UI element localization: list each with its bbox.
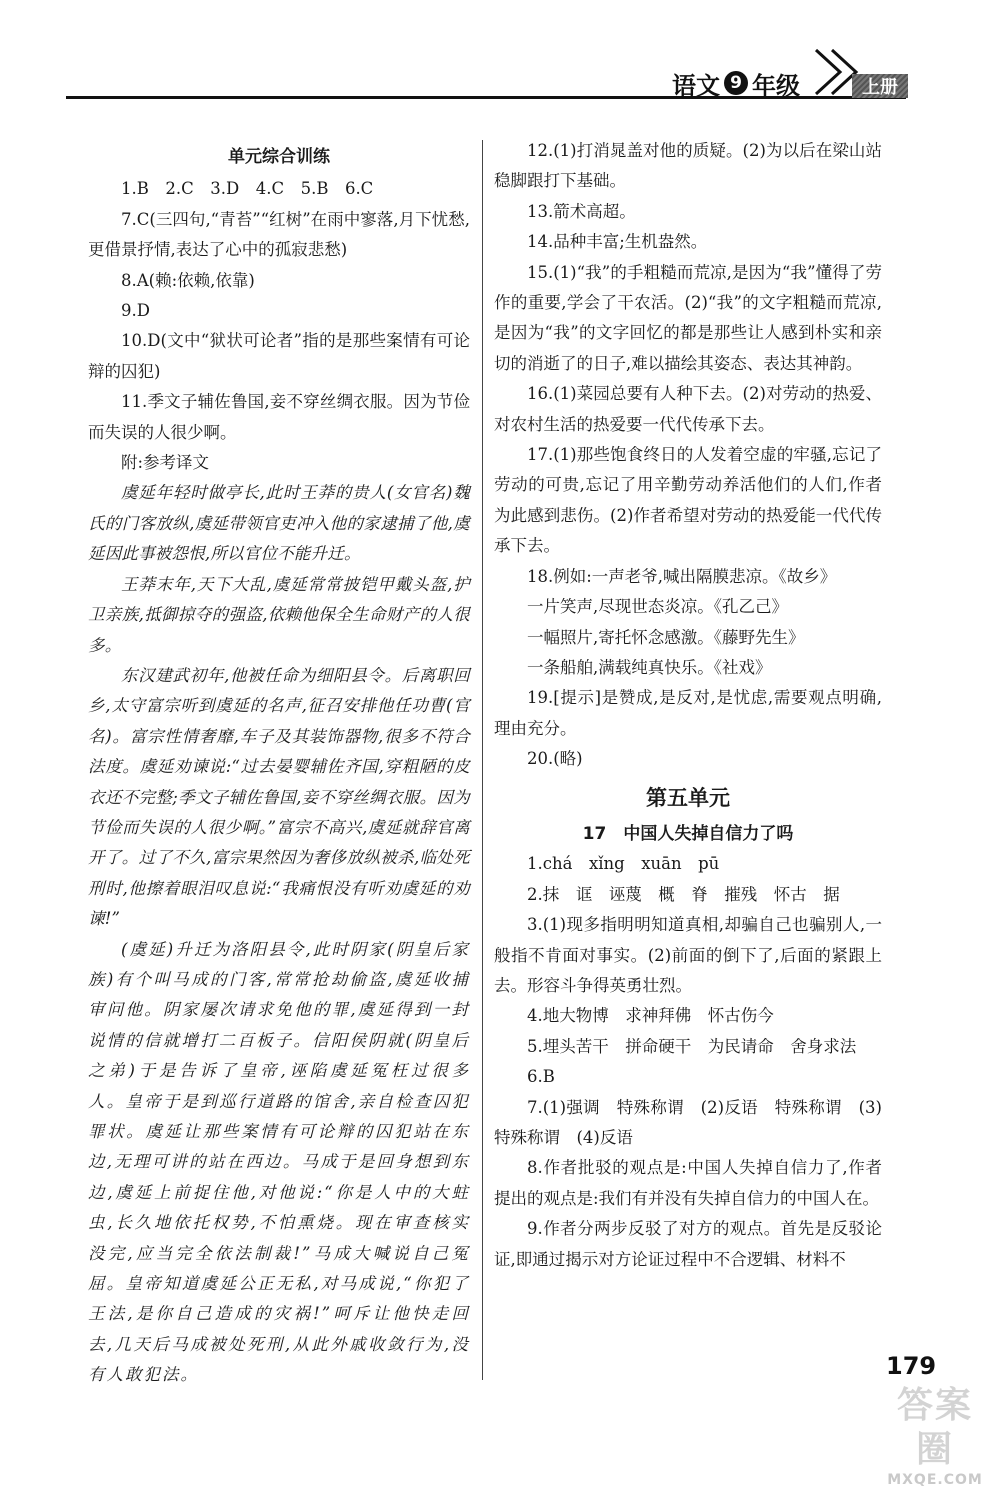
watermark bbox=[880, 1384, 990, 1488]
answer-line: 19.[提示]是赞成,是反对,是忧虑,需要观点明确,理由充分。 bbox=[494, 688, 882, 738]
answer-line: 2.抹 诓 诬蔑 概 脊 摧残 怀古 据 bbox=[527, 884, 840, 904]
answer-line: 6.B bbox=[527, 1067, 555, 1087]
answer-line: 一幅照片,寄托怀念感激。《藤野先生》 bbox=[527, 627, 805, 647]
answer-line: 12.(1)打消晁盖对他的质疑。(2)为以后在梁山站稳脚跟打下基础。 bbox=[494, 141, 882, 191]
header-title bbox=[672, 68, 800, 98]
translation-paragraph: 东汉建武初年,他被任命为细阳县令。后离职回乡,太守富宗听到虞延的名声,征召安排他任功曹(官名)。富宗性情奢靡,车子及其装饰器物,很多不符合法度。虞延劝谏说:“过去晏婴辅佐齐国,穿粗陋的皮衣还不完整;季文子辅佐鲁国,妾不穿丝绸衣服。因为节俭而失误的人很少啊。”富宗不高兴,虞延就辞官离开了。过了不久,富宗果然因为奢侈放纵被杀,临处死刑时,他擦着眼泪叹息说:“我痛恨没有听劝虞延的劝谏!” bbox=[88, 665, 470, 929]
grade-number-badge: 9 bbox=[724, 71, 748, 95]
answer-line: 7.C(三四句,“青苔”“红树”在雨中寥落,月下忧愁,更借景抒情,表达了心中的孤寂悲愁) bbox=[88, 209, 470, 260]
answer-line: 9.作者分两步反驳了对方的观点。首先是反驳论证,即通过揭示对方论证过程中不合逻辑、材料不 bbox=[494, 1219, 882, 1269]
page-number: 179 bbox=[886, 1352, 937, 1380]
answer-line: 一片笑声,尽现世态炎凉。《孔乙己》 bbox=[527, 597, 788, 617]
watermark-logo: 答案圈 bbox=[896, 1385, 973, 1470]
answer-line: 11.季文子辅佐鲁国,妾不穿丝绸衣服。因为节俭而失误的人很少啊。 bbox=[88, 392, 470, 442]
translation-paragraph: 虞延年轻时做亭长,此时王莽的贵人(女官名)魏氏的门客放纵,虞延带领官吏冲入他的家逮捕了他,虞延因此事被怨恨,所以官位不能升迁。 bbox=[88, 483, 470, 564]
column-divider bbox=[482, 140, 483, 1380]
answer-line: 8.作者批驳的观点是:中国人失掉自信力了,作者提出的观点是:我们有并没有失掉自信力的中国人在。 bbox=[494, 1158, 882, 1208]
subject-label: 语文 bbox=[672, 71, 720, 100]
right-column bbox=[494, 136, 882, 1275]
answer-line: 附:参考译文 bbox=[121, 453, 210, 473]
answer-line: 10.D(文中“狱状可论者”指的是那些案情有可论辩的囚犯) bbox=[88, 331, 470, 381]
answer-line: 5.埋头苦干 拼命硬干 为民请命 舍身求法 bbox=[527, 1036, 857, 1056]
answer-line: 9.D bbox=[121, 301, 150, 321]
answer-line: 18.例如:一声老爷,喊出隔膜悲凉。《故乡》 bbox=[527, 566, 837, 586]
translation-paragraph: (虞延)升迁为洛阳县令,此时阴家(阴皇后家族)有个叫马成的门客,常常抢劫偷盗,虞延收捕审问他。阴家屡次请求免他的罪,虞延得到一封说情的信就增打二百板子。信阳侯阴就(阴皇后之弟)于是告诉了皇帝,诬陷虞延冤枉过很多人。皇帝于是到巡行道路的馆舍,亲自检查囚犯罪状。虞延让那些案情有可论辩的囚犯站在东边,无理可讲的站在西边。马成于是回身想到东边,虞延上前捉住他,对他说:“你是人中的大蛀虫,长久地依托权势,不怕熏烧。现在审查核实没完,应当完全依法制裁!”马成大喊说自己冤屈。皇帝知道虞延公正无私,对马成说,“你犯了王法,是你自己造成的灾祸!”呵斥让他快走回去,几天后马成被处死刑,从此外戚收敛行为,没有人敢犯法。 bbox=[88, 939, 470, 1385]
answer-line: 14.品种丰富;生机盎然。 bbox=[527, 232, 708, 252]
lesson-title: 17 中国人失掉自信力了吗 bbox=[582, 823, 794, 844]
answer-line: 17.(1)那些饱食终日的人发着空虚的牢骚,忘记了劳动的可贵,忘记了用辛勤劳动养活他们的人们,作者为此感到悲伤。(2)作者希望对劳动的热爱能一代代传承下去。 bbox=[494, 445, 882, 556]
translation-paragraph: 王莽末年,天下大乱,虞延常常披铠甲戴头盔,护卫亲族,抵御掠夺的强盗,依赖他保全生命财产的人很多。 bbox=[88, 574, 470, 655]
answer-line: 7.(1)强调 特殊称谓 (2)反语 特殊称谓 (3)特殊称谓 (4)反语 bbox=[494, 1097, 882, 1147]
answer-line: 8.A(赖:依赖,依靠) bbox=[121, 270, 255, 290]
answer-line: 一条船舶,满载纯真快乐。《社戏》 bbox=[527, 657, 772, 677]
answer-line: 4.地大物博 求神拜佛 怀古伤今 bbox=[527, 1006, 774, 1026]
grade-label: 年级 bbox=[752, 71, 800, 100]
reference-translation bbox=[88, 478, 470, 1390]
watermark-url: MXQE.COM bbox=[887, 1472, 983, 1488]
answer-line: 1.B 2.C 3.D 4.C 5.B 6.C bbox=[121, 179, 374, 199]
left-column bbox=[88, 136, 470, 1391]
answer-line: 1.chá xǐng xuān pū bbox=[527, 854, 720, 874]
answer-line: 3.(1)现多指明明知道真相,却骗自己也骗别人,一般指不肯面对事实。(2)前面的倒下了,后面的紧跟上去。形容斗争得英勇壮烈。 bbox=[494, 915, 882, 995]
volume-tag: 上册 bbox=[852, 74, 908, 98]
section-title: 单元综合训练 bbox=[228, 147, 330, 167]
unit-title: 第五单元 bbox=[646, 785, 730, 810]
answer-line: 13.箭术高超。 bbox=[527, 201, 636, 221]
answer-line: 15.(1)“我”的手粗糙而荒凉,是因为“我”懂得了劳作的重要,学会了干农活。(2)“我”的文字粗糙而荒凉,是因为“我”的文字回忆的都是那些让人感到朴实和亲切的消逝了的日子,难以描绘其姿态、表达其神韵。 bbox=[494, 262, 882, 373]
answer-line: 20.(略) bbox=[527, 749, 583, 769]
answer-line: 16.(1)菜园总要有人种下去。(2)对劳动的热爱、对农村生活的热爱要一代代传承下去。 bbox=[494, 384, 882, 434]
